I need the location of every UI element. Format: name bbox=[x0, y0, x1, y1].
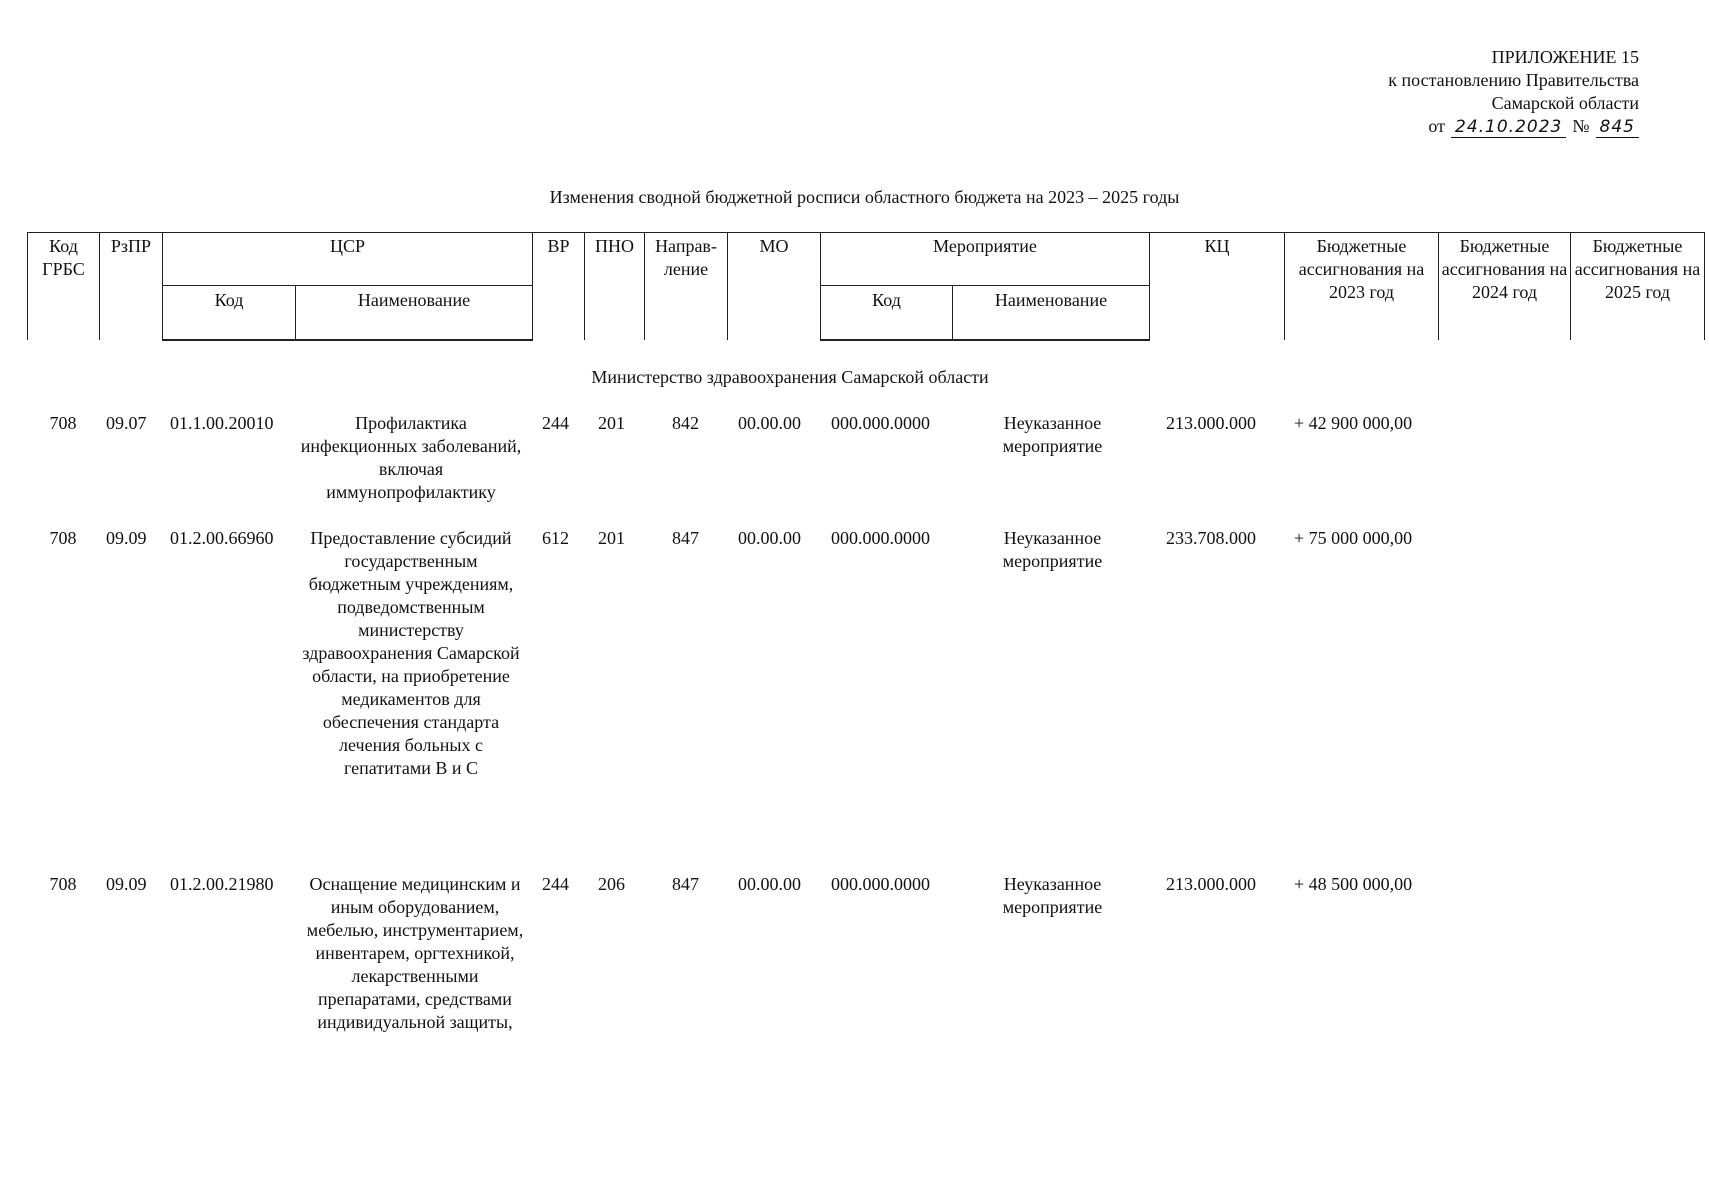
header-budget-2024: Бюджетные ассигнования на 2024 год bbox=[1439, 233, 1571, 341]
cell-grbs: 708 bbox=[49, 413, 77, 433]
cell-grbs: 708 bbox=[49, 874, 77, 894]
section-title: Министерство здравоохранения Самарской области bbox=[591, 367, 989, 387]
cell-vr: 612 bbox=[542, 528, 569, 548]
handwritten-date: 24.10.2023 bbox=[1451, 117, 1566, 138]
cell-budget-2023: + 75 000 000,00 bbox=[1294, 528, 1413, 548]
document-title: Изменения сводной бюджетной росписи областного бюджета на 2023 – 2025 годы bbox=[549, 187, 1180, 207]
budget-table-header bbox=[27, 232, 1705, 341]
cell-rzpr: 09.09 bbox=[106, 528, 147, 548]
cell-event-name: Неуказанное мероприятие bbox=[1002, 528, 1103, 571]
cell-event-code: 000.000.0000 bbox=[831, 413, 930, 433]
approval-resolution-label: к постановлению Правительства bbox=[1388, 70, 1639, 90]
appendix-label: ПРИЛОЖЕНИЕ 15 bbox=[1491, 47, 1639, 67]
header-budget-2025: Бюджетные ассигнования на 2025 год bbox=[1571, 233, 1705, 341]
cell-direction: 847 bbox=[672, 874, 699, 894]
cell-event-code: 000.000.0000 bbox=[831, 528, 930, 548]
header-budget-2023: Бюджетные ассигнования на 2023 год bbox=[1285, 233, 1439, 341]
cell-grbs: 708 bbox=[49, 528, 77, 548]
cell-direction: 847 bbox=[672, 528, 699, 548]
cell-kc: 213.000.000 bbox=[1166, 874, 1256, 894]
cell-rzpr: 09.09 bbox=[106, 874, 147, 894]
cell-csr-code: 01.2.00.66960 bbox=[170, 528, 274, 548]
cell-event-name: Неуказанное мероприятие bbox=[1002, 413, 1103, 456]
header-event-code: Код bbox=[821, 286, 953, 341]
cell-mo: 00.00.00 bbox=[738, 413, 801, 433]
header-csr-name: Наименование bbox=[296, 286, 533, 341]
date-prefix: от bbox=[1428, 116, 1446, 136]
cell-event-code: 000.000.0000 bbox=[831, 874, 930, 894]
cell-pno: 201 bbox=[598, 528, 625, 548]
header-csr-code: Код bbox=[163, 286, 296, 341]
cell-event-name: Неуказанное мероприятие bbox=[1002, 874, 1103, 917]
header-grbs: Код ГРБС bbox=[28, 233, 100, 341]
cell-budget-2023: + 42 900 000,00 bbox=[1294, 413, 1413, 433]
cell-direction: 842 bbox=[672, 413, 699, 433]
header-pno: ПНО bbox=[585, 233, 645, 341]
cell-mo: 00.00.00 bbox=[738, 874, 801, 894]
header-direction: Направ-ление bbox=[645, 233, 728, 341]
cell-csr-name: Оснащение медицинским и иным оборудованием, мебелью, инструментарием, инвентарем, оргтехникой, лекарственными препаратами, средствами индивидуальной защиты, bbox=[306, 874, 524, 1032]
cell-budget-2023: + 48 500 000,00 bbox=[1294, 874, 1413, 894]
header-event-name: Наименование bbox=[953, 286, 1150, 341]
header-mo: МО bbox=[728, 233, 821, 341]
cell-pno: 201 bbox=[598, 413, 625, 433]
header-csr: ЦСР bbox=[163, 233, 533, 286]
cell-csr-name: Предоставление субсидий государственным бюджетным учреждениям, подведомственным министерству здравоохранения Самарской области, на приобретение медикаментов для обеспечения стандарта лечения больных с гепатитами В и С bbox=[302, 528, 520, 778]
cell-csr-name: Профилактика инфекционных заболеваний, включая иммунопрофилактику bbox=[300, 413, 522, 502]
header-kc: КЦ bbox=[1150, 233, 1285, 341]
cell-rzpr: 09.07 bbox=[106, 413, 147, 433]
cell-vr: 244 bbox=[542, 874, 569, 894]
cell-pno: 206 bbox=[598, 874, 625, 894]
header-event: Мероприятие bbox=[821, 233, 1150, 286]
cell-mo: 00.00.00 bbox=[738, 528, 801, 548]
cell-vr: 244 bbox=[542, 413, 569, 433]
handwritten-number: 845 bbox=[1596, 117, 1639, 138]
cell-kc: 233.708.000 bbox=[1166, 528, 1256, 548]
cell-csr-code: 01.2.00.21980 bbox=[170, 874, 274, 894]
cell-kc: 213.000.000 bbox=[1166, 413, 1256, 433]
approval-header bbox=[1388, 46, 1639, 138]
cell-csr-code: 01.1.00.20010 bbox=[170, 413, 274, 433]
header-rzpr: РзПР bbox=[100, 233, 163, 341]
number-prefix: № bbox=[1572, 116, 1590, 136]
approval-date-line bbox=[1388, 115, 1639, 138]
header-vr: ВР bbox=[533, 233, 585, 341]
approval-region-label: Самарской области bbox=[1491, 93, 1639, 113]
